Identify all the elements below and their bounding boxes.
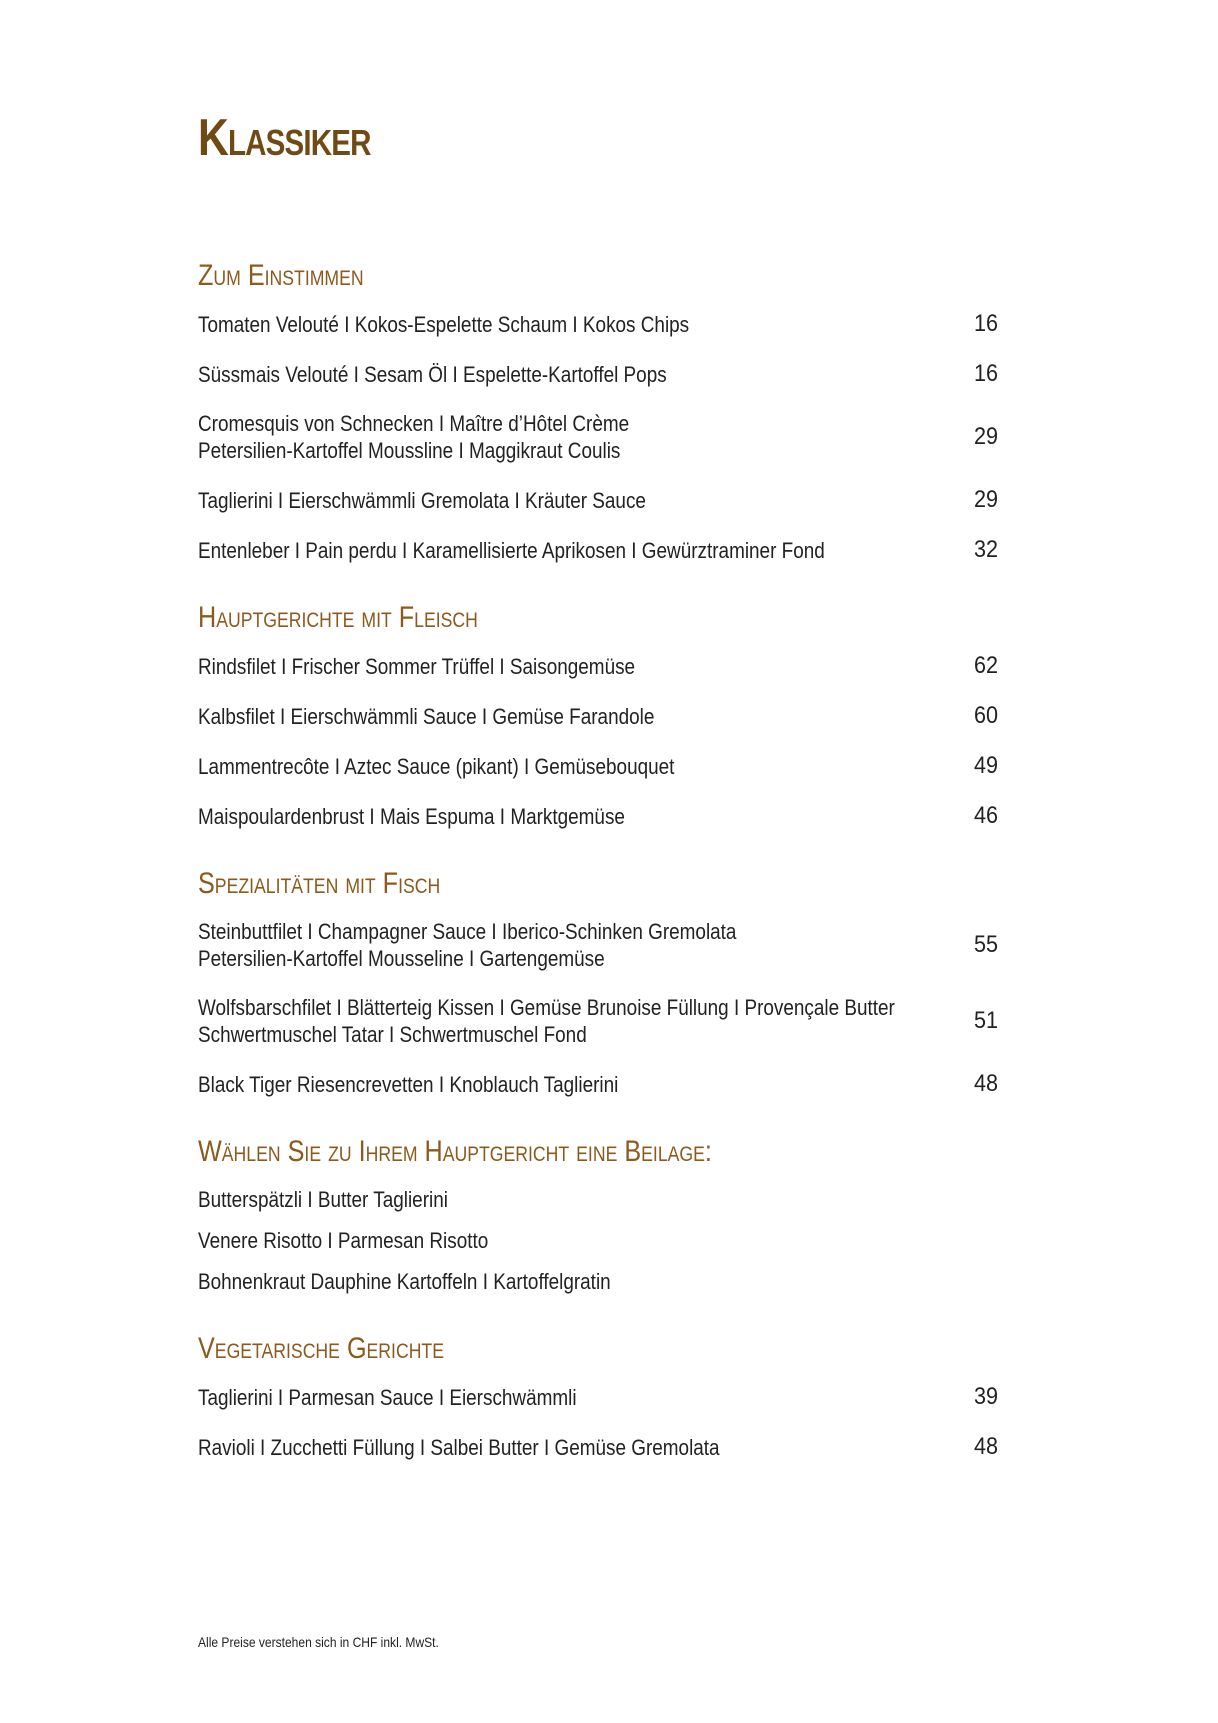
section-spezialitaeten-fisch [198,866,998,1098]
menu-item [198,410,998,464]
section-title: Hauptgerichte mit Fleisch [198,601,478,634]
item-price: 48 [973,1433,998,1460]
item-price: 16 [973,310,998,337]
item-description: Wolfsbarschfilet I Blätterteig Kissen I Gemüse Brunoise Füllung I Provençale Butter Schwertmuschel Tatar I Schwertmuschel Fond [198,995,895,1047]
page-title: Klassiker [198,109,371,167]
item-description: Lammentrecôte I Aztec Sauce (pikant) I Gemüsebouquet [198,753,675,779]
item-description: Ravioli I Zucchetti Füllung I Salbei Butter I Gemüse Gremolata [198,1434,720,1460]
item-price: 48 [973,1070,998,1097]
item-description: Black Tiger Riesencrevetten I Knoblauch Taglierini [198,1071,619,1097]
menu-item [198,1433,998,1461]
section-vegetarisch [198,1331,998,1461]
item-price: 29 [973,486,998,513]
item-description: Rindsfilet I Frischer Sommer Trüffel I Saisongemüse [198,653,636,679]
item-description: Tomaten Velouté I Kokos-Espelette Schaum I Kokos Chips [198,311,690,337]
item-description: Süssmais Velouté I Sesam Öl I Espelette-Kartoffel Pops [198,361,667,387]
item-description: Steinbuttfilet I Champagner Sauce I Iberico-Schinken Gremolata Petersilien-Kartoffel Mousseline I Gartengemüse [198,919,737,971]
item-price: 51 [973,1007,998,1034]
menu-item [198,702,998,730]
side-item: Butterspätzli I Butter Taglierini [198,1187,448,1212]
section-title: Spezialitäten mit Fisch [198,867,441,900]
item-price: 62 [973,652,998,679]
section-hauptgerichte-fleisch [198,600,998,830]
side-item: Bohnenkraut Dauphine Kartoffeln I Kartoffelgratin [198,1269,611,1294]
item-description: Kalbsfilet I Eierschwämmli Sauce I Gemüse Farandole [198,703,655,729]
item-price: 55 [973,931,998,958]
item-description: Taglierini I Eierschwämmli Gremolata I Kräuter Sauce [198,487,646,513]
menu-item [198,1383,998,1411]
item-description: Entenleber I Pain perdu I Karamellisierte Aprikosen I Gewürztraminer Fond [198,537,825,563]
item-description: Taglierini I Parmesan Sauce I Eierschwämmli [198,1384,577,1410]
item-price: 29 [973,423,998,450]
menu-item [198,802,998,830]
menu-item [198,1070,998,1098]
menu-item [198,652,998,680]
menu-item [198,310,998,338]
menu-item [198,536,998,564]
menu-item [198,360,998,388]
item-price: 46 [973,802,998,829]
item-price: 39 [973,1383,998,1410]
item-price: 32 [973,536,998,563]
section-title: Vegetarische Gerichte [198,1332,444,1365]
item-price: 16 [973,360,998,387]
item-description: Maispoulardenbrust I Mais Espuma I Marktgemüse [198,803,625,829]
section-beilagen [198,1134,998,1295]
item-description: Cromesquis von Schnecken I Maître d’Hôtel Crème Petersilien-Kartoffel Moussline I Maggikraut Coulis [198,411,630,463]
side-item: Venere Risotto I Parmesan Risotto [198,1228,489,1253]
section-title: Wählen Sie zu Ihrem Hauptgericht eine Beilage: [198,1135,712,1168]
menu-item [198,994,998,1048]
section-zum-einstimmen [198,258,998,564]
item-price: 49 [973,752,998,779]
section-title: Zum Einstimmen [198,259,364,292]
price-footnote: Alle Preise verstehen sich in CHF inkl. MwSt. [198,1634,439,1650]
item-price: 60 [973,702,998,729]
menu-item [198,918,998,972]
menu-item [198,752,998,780]
menu-item [198,486,998,514]
